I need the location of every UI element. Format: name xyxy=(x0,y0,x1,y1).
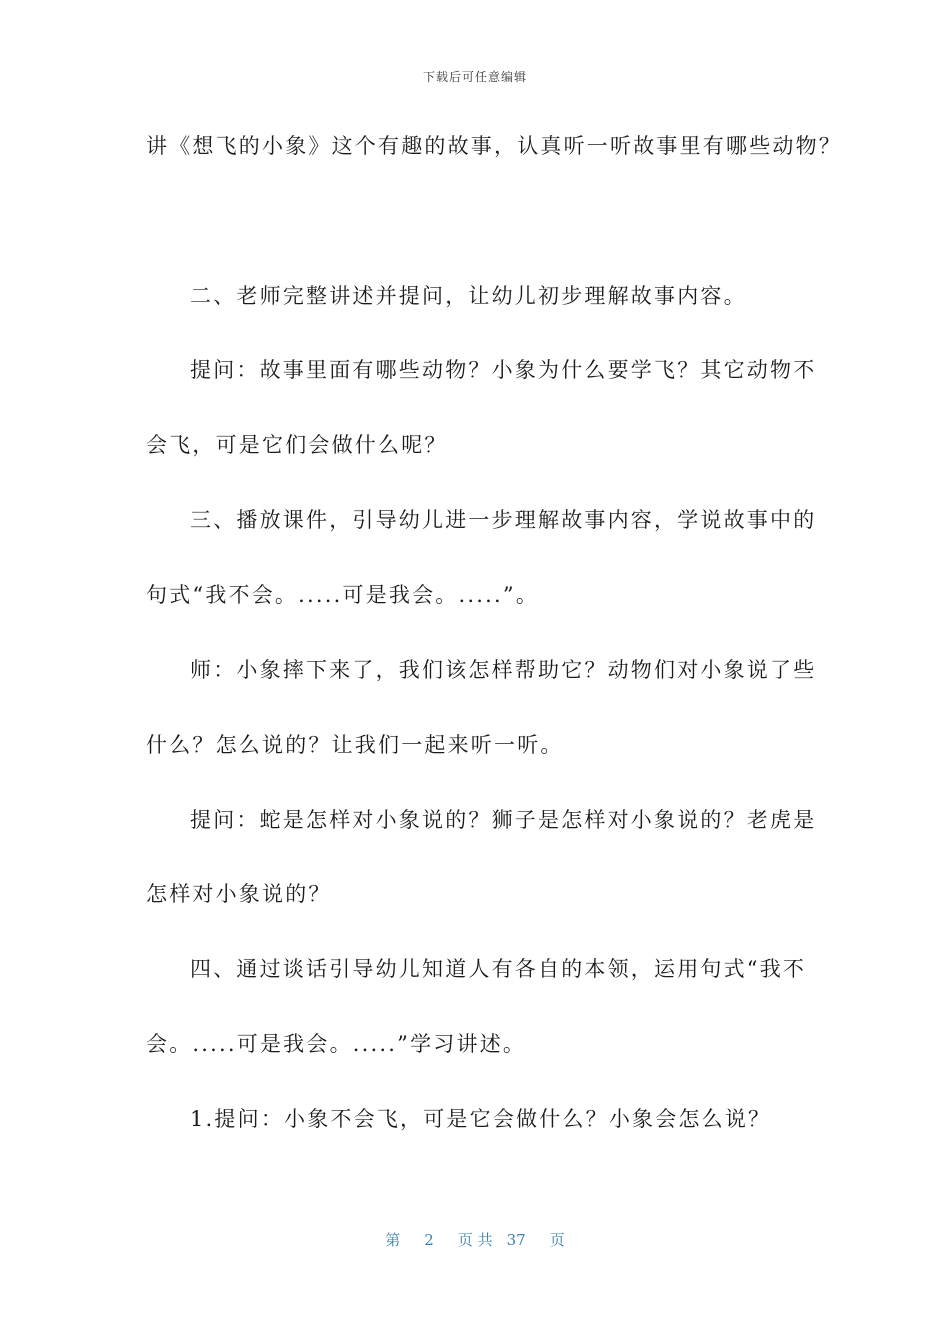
paragraph-line: 讲《想飞的小象》这个有趣的故事，认真听一听故事里有哪些动物？ xyxy=(146,134,842,158)
paragraph-line: 什么？怎么说的？让我们一起来听一听。 xyxy=(146,733,564,757)
paragraph-line: 句式“我不会。.....可是我会。.....”。 xyxy=(146,583,540,607)
paragraph-line: 会。.....可是我会。.....”学习讲述。 xyxy=(146,1032,527,1056)
paragraph-line: 提问：蛇是怎样对小象说的？狮子是怎样对小象说的？老虎是 xyxy=(190,808,817,832)
paragraph-line: 提问：故事里面有哪些动物？小象为什么要学飞？其它动物不 xyxy=(190,358,817,382)
paragraph-line: 师：小象摔下来了，我们该怎样帮助它？动物们对小象说了些 xyxy=(190,658,817,682)
paragraph-line: 会飞，可是它们会做什么呢？ xyxy=(146,433,448,457)
paragraph-line: 怎样对小象说的？ xyxy=(146,882,332,906)
paragraph-line: 二、老师完整讲述并提问，让幼儿初步理解故事内容。 xyxy=(190,284,747,308)
footer-prefix: 第 xyxy=(385,1231,401,1249)
paragraph-line: 1.提问：小象不会飞，可是它会做什么？小象会怎么说？ xyxy=(190,1107,772,1131)
paragraph-line: 四、通过谈话引导幼儿知道人有各自的本领，运用句式“我不 xyxy=(190,957,807,981)
footer-suffix: 页 xyxy=(549,1231,565,1249)
page-footer xyxy=(0,1229,950,1250)
footer-total-pages: 37 xyxy=(506,1231,526,1249)
paragraph-line: 三、播放课件，引导幼儿进一步理解故事内容，学说故事中的 xyxy=(190,508,817,532)
header-note: 下载后可任意编辑 xyxy=(422,70,527,84)
footer-middle: 页 共 xyxy=(457,1231,493,1249)
footer-current-page: 2 xyxy=(424,1231,434,1249)
